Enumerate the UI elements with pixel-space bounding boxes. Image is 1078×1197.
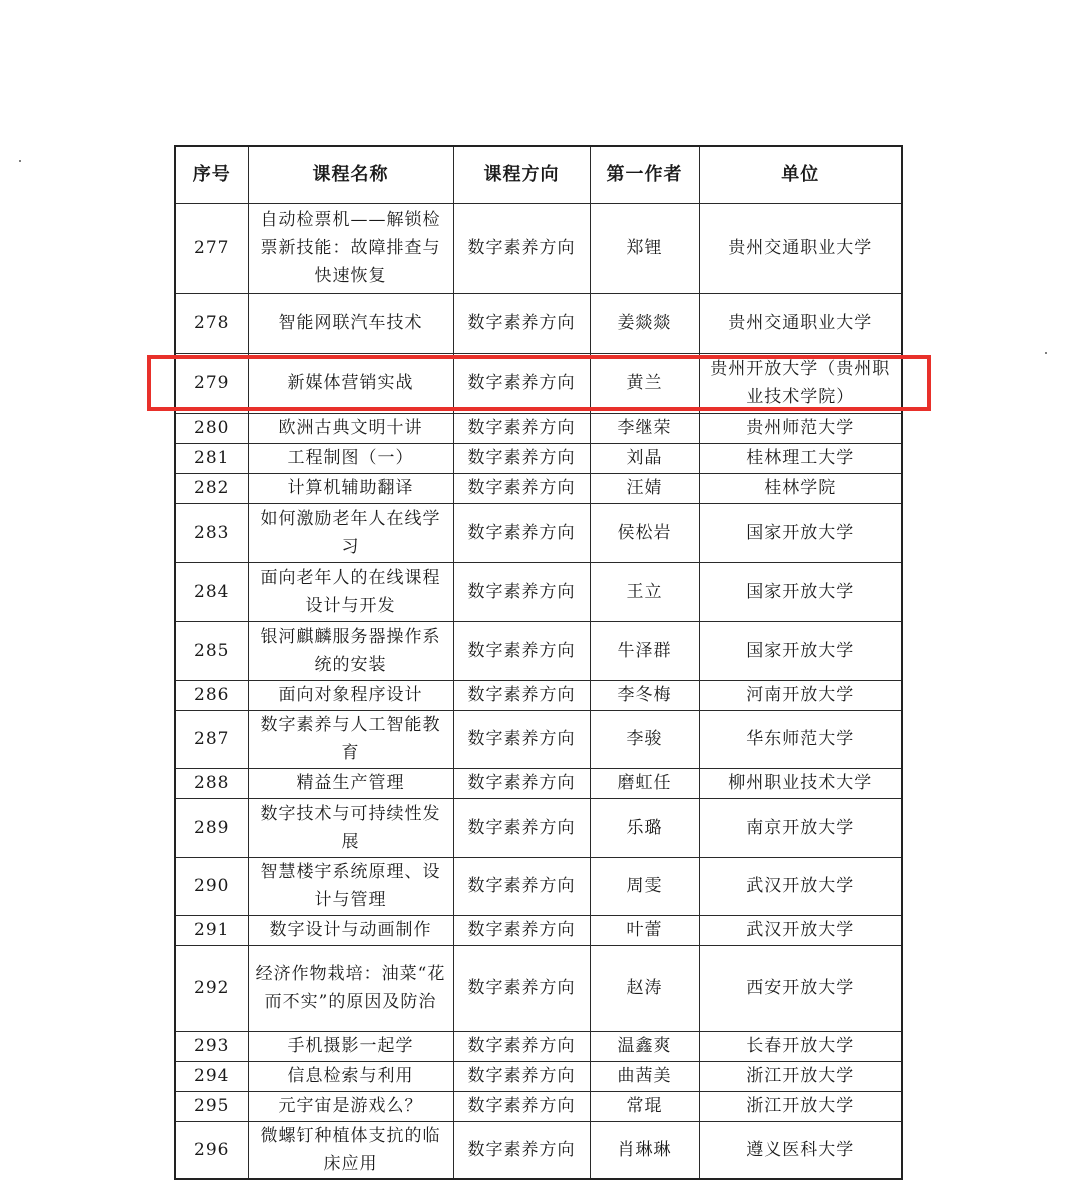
- cell-no: 282: [175, 473, 248, 503]
- cell-author: 肖琳琳: [590, 1121, 699, 1179]
- cell-unit: 武汉开放大学: [699, 915, 902, 945]
- cell-direction: 数字素养方向: [453, 562, 590, 621]
- cell-unit: 西安开放大学: [699, 945, 902, 1031]
- cell-author: 王立: [590, 562, 699, 621]
- cell-no: 293: [175, 1031, 248, 1061]
- table-row: [175, 1121, 902, 1179]
- cell-unit: 贵州师范大学: [699, 413, 902, 443]
- course-table: [174, 145, 903, 1180]
- cell-unit: 贵州交通职业大学: [699, 293, 902, 353]
- cell-unit: 贵州交通职业大学: [699, 203, 902, 293]
- cell-author: 侯松岩: [590, 503, 699, 562]
- cell-direction: 数字素养方向: [453, 473, 590, 503]
- cell-direction: 数字素养方向: [453, 353, 590, 413]
- cell-course: 手机摄影一起学: [248, 1031, 453, 1061]
- table-row: [175, 857, 902, 915]
- cell-course: 数字技术与可持续性发展: [248, 798, 453, 857]
- cell-no: 287: [175, 710, 248, 768]
- cell-direction: 数字素养方向: [453, 1061, 590, 1091]
- cell-unit: 遵义医科大学: [699, 1121, 902, 1179]
- cell-course: 智慧楼宇系统原理、设计与管理: [248, 857, 453, 915]
- table-row: [175, 710, 902, 768]
- cell-unit: 柳州职业技术大学: [699, 768, 902, 798]
- table-row: [175, 1091, 902, 1121]
- cell-author: 牛泽群: [590, 621, 699, 680]
- cell-no: 278: [175, 293, 248, 353]
- cell-unit: 国家开放大学: [699, 562, 902, 621]
- cell-unit: 浙江开放大学: [699, 1061, 902, 1091]
- cell-no: 277: [175, 203, 248, 293]
- cell-no: 294: [175, 1061, 248, 1091]
- cell-no: 286: [175, 680, 248, 710]
- scan-speck: [19, 160, 21, 162]
- cell-author: 黄兰: [590, 353, 699, 413]
- cell-no: 288: [175, 768, 248, 798]
- cell-unit: 长春开放大学: [699, 1031, 902, 1061]
- scan-speck: [1045, 352, 1047, 354]
- table-row: [175, 443, 902, 473]
- cell-no: 279: [175, 353, 248, 413]
- cell-unit: 浙江开放大学: [699, 1091, 902, 1121]
- cell-direction: 数字素养方向: [453, 1091, 590, 1121]
- cell-author: 常琨: [590, 1091, 699, 1121]
- cell-direction: 数字素养方向: [453, 621, 590, 680]
- cell-course: 欧洲古典文明十讲: [248, 413, 453, 443]
- cell-no: 296: [175, 1121, 248, 1179]
- cell-unit: 国家开放大学: [699, 503, 902, 562]
- table-row: [175, 945, 902, 1031]
- cell-course: 信息检索与利用: [248, 1061, 453, 1091]
- cell-course: 新媒体营销实战: [248, 353, 453, 413]
- cell-author: 周雯: [590, 857, 699, 915]
- cell-no: 295: [175, 1091, 248, 1121]
- cell-direction: 数字素养方向: [453, 203, 590, 293]
- cell-course: 数字素养与人工智能教育: [248, 710, 453, 768]
- cell-author: 曲茜美: [590, 1061, 699, 1091]
- cell-unit: 桂林学院: [699, 473, 902, 503]
- cell-unit: 桂林理工大学: [699, 443, 902, 473]
- table-row: [175, 562, 902, 621]
- cell-no: 292: [175, 945, 248, 1031]
- cell-direction: 数字素养方向: [453, 293, 590, 353]
- table-header-row: [175, 146, 902, 203]
- cell-unit: 南京开放大学: [699, 798, 902, 857]
- cell-direction: 数字素养方向: [453, 915, 590, 945]
- header-direction: 课程方向: [453, 146, 590, 203]
- cell-author: 磨虹任: [590, 768, 699, 798]
- cell-author: 李骏: [590, 710, 699, 768]
- header-unit: 单位: [699, 146, 902, 203]
- cell-no: 290: [175, 857, 248, 915]
- cell-direction: 数字素养方向: [453, 945, 590, 1031]
- cell-direction: 数字素养方向: [453, 680, 590, 710]
- cell-direction: 数字素养方向: [453, 798, 590, 857]
- cell-no: 283: [175, 503, 248, 562]
- cell-course: 精益生产管理: [248, 768, 453, 798]
- cell-no: 291: [175, 915, 248, 945]
- table-row: [175, 680, 902, 710]
- cell-unit: 武汉开放大学: [699, 857, 902, 915]
- cell-direction: 数字素养方向: [453, 413, 590, 443]
- cell-author: 乐璐: [590, 798, 699, 857]
- table-row: [175, 621, 902, 680]
- cell-no: 284: [175, 562, 248, 621]
- cell-direction: 数字素养方向: [453, 1031, 590, 1061]
- cell-course: 经济作物栽培：油菜“花而不实”的原因及防治: [248, 945, 453, 1031]
- cell-author: 郑锂: [590, 203, 699, 293]
- cell-author: 刘晶: [590, 443, 699, 473]
- table-row: [175, 768, 902, 798]
- table-row: [175, 203, 902, 293]
- header-course: 课程名称: [248, 146, 453, 203]
- cell-author: 叶蕾: [590, 915, 699, 945]
- cell-course: 工程制图（一）: [248, 443, 453, 473]
- header-author: 第一作者: [590, 146, 699, 203]
- table-row: [175, 915, 902, 945]
- table-row: [175, 293, 902, 353]
- cell-direction: 数字素养方向: [453, 768, 590, 798]
- cell-course: 面向老年人的在线课程设计与开发: [248, 562, 453, 621]
- cell-unit: 华东师范大学: [699, 710, 902, 768]
- table-row: [175, 503, 902, 562]
- cell-author: 姜燚燚: [590, 293, 699, 353]
- table-row: [175, 1061, 902, 1091]
- cell-course: 自动检票机——解锁检票新技能：故障排查与快速恢复: [248, 203, 453, 293]
- header-no: 序号: [175, 146, 248, 203]
- cell-course: 微螺钉种植体支抗的临床应用: [248, 1121, 453, 1179]
- highlight-box: [147, 355, 931, 411]
- table-row: [175, 473, 902, 503]
- cell-unit: 河南开放大学: [699, 680, 902, 710]
- cell-author: 汪婧: [590, 473, 699, 503]
- table-row: [175, 413, 902, 443]
- cell-author: 温鑫爽: [590, 1031, 699, 1061]
- cell-unit: 贵州开放大学（贵州职业技术学院）: [699, 353, 902, 413]
- cell-direction: 数字素养方向: [453, 710, 590, 768]
- cell-no: 285: [175, 621, 248, 680]
- cell-author: 李冬梅: [590, 680, 699, 710]
- cell-course: 面向对象程序设计: [248, 680, 453, 710]
- cell-no: 281: [175, 443, 248, 473]
- cell-author: 李继荣: [590, 413, 699, 443]
- cell-unit: 国家开放大学: [699, 621, 902, 680]
- cell-no: 280: [175, 413, 248, 443]
- cell-direction: 数字素养方向: [453, 443, 590, 473]
- cell-author: 赵涛: [590, 945, 699, 1031]
- cell-course: 数字设计与动画制作: [248, 915, 453, 945]
- cell-course: 银河麒麟服务器操作系统的安装: [248, 621, 453, 680]
- table-row: [175, 1031, 902, 1061]
- table-row: [175, 798, 902, 857]
- cell-direction: 数字素养方向: [453, 1121, 590, 1179]
- cell-course: 元宇宙是游戏么？: [248, 1091, 453, 1121]
- cell-no: 289: [175, 798, 248, 857]
- cell-course: 智能网联汽车技术: [248, 293, 453, 353]
- cell-direction: 数字素养方向: [453, 857, 590, 915]
- cell-course: 如何激励老年人在线学习: [248, 503, 453, 562]
- cell-course: 计算机辅助翻译: [248, 473, 453, 503]
- cell-direction: 数字素养方向: [453, 503, 590, 562]
